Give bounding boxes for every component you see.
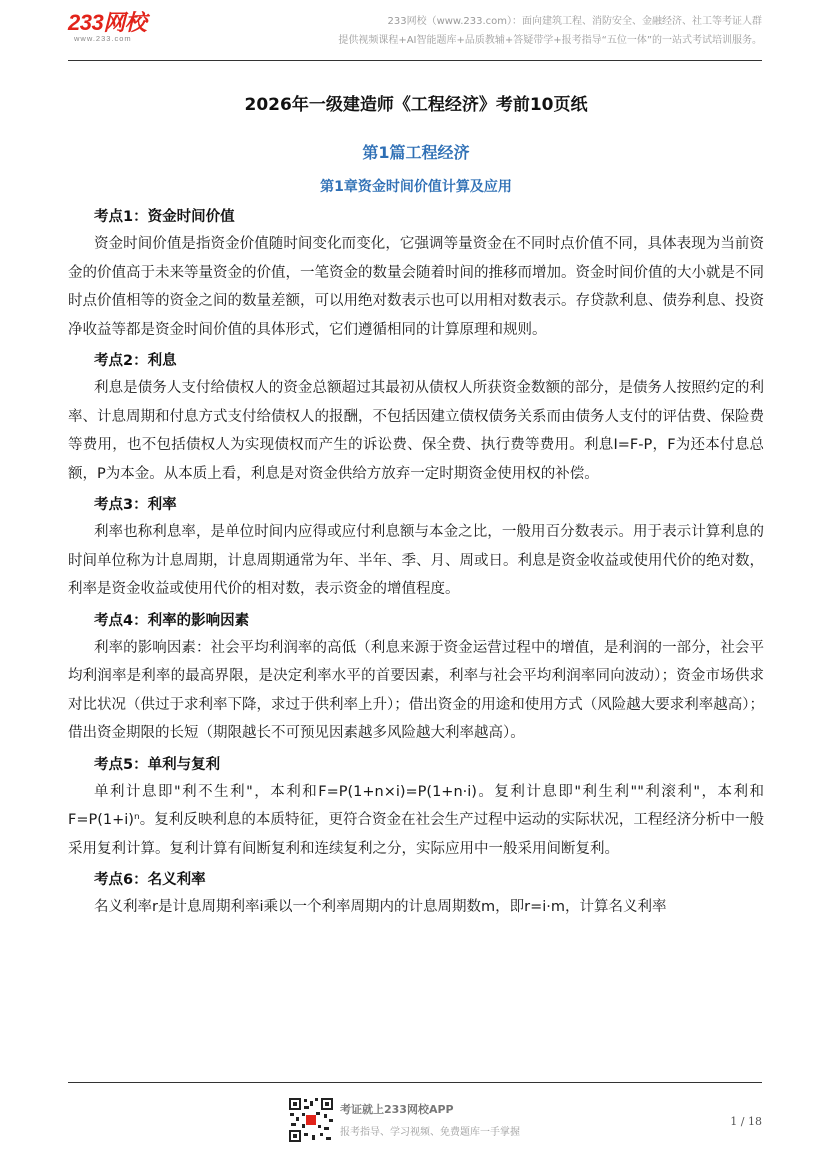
page-header [68, 8, 762, 61]
section-paragraph: 利息是债务人支付给债权人的资金总额超过其最初从债权人所获资金数额的部分，是债务人按照约定的利率、计息周期和付息方式支付给债权人的报酬，不包括因建立债权债务关系而由债务人支付的评估费、保险费等费用，也不包括债权人为实现债权而产生的诉讼费、保全费、执行费等费用。利息I=F-P，F为还本付息总额，P为本金。从本质上看，利息是对资金供给方放弃一定时期资金使用权的补偿。 [68, 380, 764, 482]
page-number: 1 / 18 [730, 1115, 762, 1128]
section-paragraph: 单利计息即"利不生利"，本利和F=P(1+n×i)=P(1+n·i)。复利计息即"利生利""利滚利"，本利和F=P(1+i)ⁿ。复利反映利息的本质特征，更符合资金在社会生产过程中运动的实际状况，工程经济分析中一般采用复利计算。复利计算有间断复利和连续复利之分，实际应用中一般采用间断复利。 [68, 783, 764, 857]
section-heading: 考点3：利率 [94, 497, 177, 513]
footer-app-subtitle: 报考指导、学习视频、免费题库一手掌握 [340, 1127, 520, 1138]
section-paragraph: 资金时间价值是指资金价值随时间变化而变化，它强调等量资金在不同时点价值不同，具体表现为当前资金的价值高于未来等量资金的价值，一笔资金的数量会随着时间的推移而增加。资金时间价值的大小就是不同时点价值相等的资金之间的数量差额，可以用绝对数表示也可以用相对数表示。存贷款利息、债券利息、投资净收益等都是资金时间价值的具体形式，它们遵循相同的计算原理和规则。 [68, 236, 764, 338]
document-body [68, 90, 764, 922]
document-title: 2026年一级建造师《工程经济》考前10页纸 [244, 95, 588, 115]
section-paragraph: 名义利率r是计息周期利率i乘以一个利率周期内的计息周期数m，即r=i·m，计算名义利率 [94, 899, 667, 915]
logo-url-text: www.233.com [74, 34, 132, 43]
section-heading: 考点2：利息 [94, 353, 177, 369]
logo-main-text: 233网校 [68, 10, 147, 35]
section-paragraph: 利率也称利息率，是单位时间内应得或应付利息额与本金之比，一般用百分数表示。用于表示计算利息的时间单位称为计息周期，计息周期通常为年、半年、季、月、周或日。利息是资金收益或使用代价的绝对数，利率是资金收益或使用代价的相对数，表示资金的增值程度。 [68, 524, 764, 597]
section-heading: 考点6：名义利率 [94, 872, 206, 888]
footer-app-title: 考证就上233网校APP [340, 1103, 454, 1116]
section-heading: 考点5：单利与复利 [94, 756, 221, 773]
page-footer [68, 1082, 762, 1163]
section-heading: 考点1：资金时间价值 [94, 209, 235, 225]
section-heading: 考点4：利率的影响因素 [94, 612, 250, 629]
header-intro [338, 12, 762, 50]
header-line-2: 提供视频课程+AI智能题库+品质教辅+答疑带学+报考指导“五位一体”的一站式考试培训服务。 [338, 35, 762, 46]
logo [68, 12, 146, 43]
qr-code-icon [288, 1097, 334, 1143]
part-title: 第1篇工程经济 [362, 143, 470, 162]
section-paragraph: 利率的影响因素：社会平均利润率的高低（利息来源于资金运营过程中的增值，是利润的一部分，社会平均利润率是利率的最高界限，是决定利率水平的首要因素，利率与社会平均利润率同向波动）；资金市场供求对比状况（供过于求利率下降，求过于供利率上升）；借出资金的用途和使用方式（风险越大要求利率越高）；借出资金期限的长短（期限越长不可预见因素越多风险越大利率越高）。 [68, 639, 764, 741]
chapter-title: 第1章资金时间价值计算及应用 [320, 179, 512, 195]
header-line-1: 233网校（www.233.com）：面向建筑工程、消防安全、金融经济、社工等考证人群 [387, 16, 762, 27]
